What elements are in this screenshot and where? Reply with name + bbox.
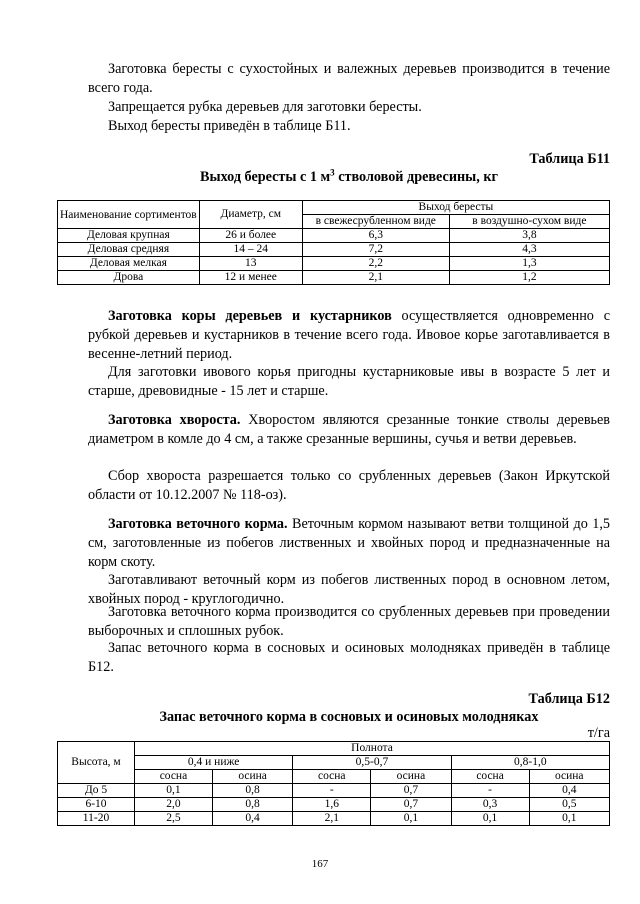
table-b12-header-aspen: осина: [212, 770, 292, 784]
bark-text: осуществляется одновременно с рубкой деревьев и кустарников в течение всего года. Ивовое корье заготавливается в весенне-летний период.: [88, 308, 610, 362]
table-cell: 7,2: [302, 243, 449, 257]
table-row: [58, 229, 610, 243]
table-b11-title: Выход бересты с 1 $м^3$ стволовой древесины, кг: [200, 167, 498, 185]
table-cell: 6,3: [302, 229, 449, 243]
table-cell: 0,4: [529, 784, 609, 798]
brushwood-paragraph-1: [88, 411, 610, 449]
table-cell: 13: [199, 257, 302, 271]
table-cell: Деловая средняя: [58, 243, 200, 257]
table-cell: 0,4: [212, 812, 292, 826]
table-cell: 0,1: [451, 812, 529, 826]
brushwood-paragraph-2: Сбор хвороста разрешается только со срубленных деревьев (Закон Иркутской области от 10.12.2007 № 118-оз).: [88, 468, 610, 503]
table-cell: 11-20: [58, 812, 135, 826]
table-cell: 2,5: [135, 812, 213, 826]
table-cell: 1,6: [293, 798, 371, 812]
fodder-paragraph-1: [88, 515, 610, 571]
table-cell: 0,1: [529, 812, 609, 826]
table-cell: До 5: [58, 784, 135, 798]
table-row: [58, 784, 610, 798]
page-number: 167: [311, 858, 329, 870]
table-cell: 0,8: [212, 798, 292, 812]
table-cell: 14 – 24: [199, 243, 302, 257]
table-cell: 12 и менее: [199, 271, 302, 285]
table-cell: Деловая мелкая: [58, 257, 200, 271]
fodder-text: Веточным кормом называют ветви толщиной до 1,5 см, заготовленные из побегов лиственных и хвойных пород и предназначенные на корм скоту.: [88, 516, 610, 570]
table-cell: 1,3: [449, 257, 609, 271]
table-b11-header-name: Наименование сортиментов: [58, 201, 200, 229]
table-cell: 0,3: [451, 798, 529, 812]
brushwood-title: Заготовка хвороста.: [108, 412, 241, 428]
table-row: [58, 798, 610, 812]
intro-paragraph-1: Заготовка бересты с сухостойных и валежных деревьев производится в течение всего года.: [88, 61, 610, 96]
fodder-paragraph-2: Заготавливают веточный корм из побегов лиственных пород в основном летом, хвойных пород - круглогодично.: [88, 572, 610, 607]
table-b11-header-dry: в воздушно-сухом виде: [449, 215, 609, 229]
intro-paragraph-2: Запрещается рубка деревьев для заготовки бересты.: [108, 99, 422, 115]
table-cell: -: [451, 784, 529, 798]
table-cell: 2,1: [302, 271, 449, 285]
table-b12-header-group-2: 0,5-0,7: [293, 756, 451, 770]
table-b12-header-pine: сосна: [135, 770, 213, 784]
table-b11-header-fresh: в свежесрубленном виде: [302, 215, 449, 229]
table-b11-label: Таблица Б11: [529, 151, 610, 167]
table-row: [58, 257, 610, 271]
table-b12-header-aspen: осина: [371, 770, 451, 784]
table-cell: 0,8: [212, 784, 292, 798]
table-b12-header-pine: сосна: [451, 770, 529, 784]
table-cell: 0,7: [371, 798, 451, 812]
fodder-paragraph-4: Запас веточного корма в сосновых и осиновых молодняках приведён в таблице Б12.: [88, 640, 610, 675]
table-cell: 26 и более: [199, 229, 302, 243]
table-cell: 6-10: [58, 798, 135, 812]
table-cell: 0,7: [371, 784, 451, 798]
bark-paragraph-2: Для заготовки ивового корья пригодны кустарниковые ивы в возрасте 5 лет и старше, древовидные - 15 лет и старше.: [88, 364, 610, 399]
fodder-paragraph-3: Заготовка веточного корма производится со срубленных деревьев при проведении выборочных и сплошных рубок.: [88, 604, 610, 639]
table-b12-header-density: Полнота: [135, 742, 610, 756]
table-cell: Деловая крупная: [58, 229, 200, 243]
table-row: [58, 243, 610, 257]
table-row: [58, 271, 610, 285]
intro-paragraph-3: Выход бересты приведён в таблице Б11.: [108, 118, 351, 134]
table-b12-title: Запас веточного корма в сосновых и осиновых молодняках: [159, 709, 539, 725]
bark-title: Заготовка коры деревьев и кустарников: [108, 308, 392, 324]
table-cell: 3,8: [449, 229, 609, 243]
table-cell: 2,2: [302, 257, 449, 271]
table-b12-header-aspen: осина: [529, 770, 609, 784]
table-b12: [57, 741, 610, 826]
table-b12-label: Таблица Б12: [528, 691, 610, 707]
table-b12-header-group-1: 0,4 и ниже: [135, 756, 293, 770]
table-b12-header-pine: сосна: [293, 770, 371, 784]
table-b12-unit: т/га: [587, 725, 610, 741]
table-b12-header-group-3: 0,8-1,0: [451, 756, 609, 770]
table-cell: 2,0: [135, 798, 213, 812]
table-b11: [57, 200, 610, 285]
table-row: [58, 812, 610, 826]
fodder-title: Заготовка веточного корма.: [108, 516, 288, 532]
table-b11-header-output: Выход бересты: [302, 201, 609, 215]
brushwood-text: Хворостом являются срезанные тонкие стволы деревьев диаметром в комле до 4 см, а также срезанные вершины, сучья и ветви деревьев.: [88, 412, 610, 447]
table-cell: 2,1: [293, 812, 371, 826]
table-b12-header-height: Высота, м: [58, 742, 135, 784]
table-cell: 1,2: [449, 271, 609, 285]
table-cell: -: [293, 784, 371, 798]
table-cell: 0,1: [371, 812, 451, 826]
table-cell: 0,1: [135, 784, 213, 798]
bark-paragraph-1: [88, 307, 610, 363]
table-cell: 4,3: [449, 243, 609, 257]
table-cell: Дрова: [58, 271, 200, 285]
table-cell: 0,5: [529, 798, 609, 812]
table-b11-header-diameter: Диаметр, см: [199, 201, 302, 229]
